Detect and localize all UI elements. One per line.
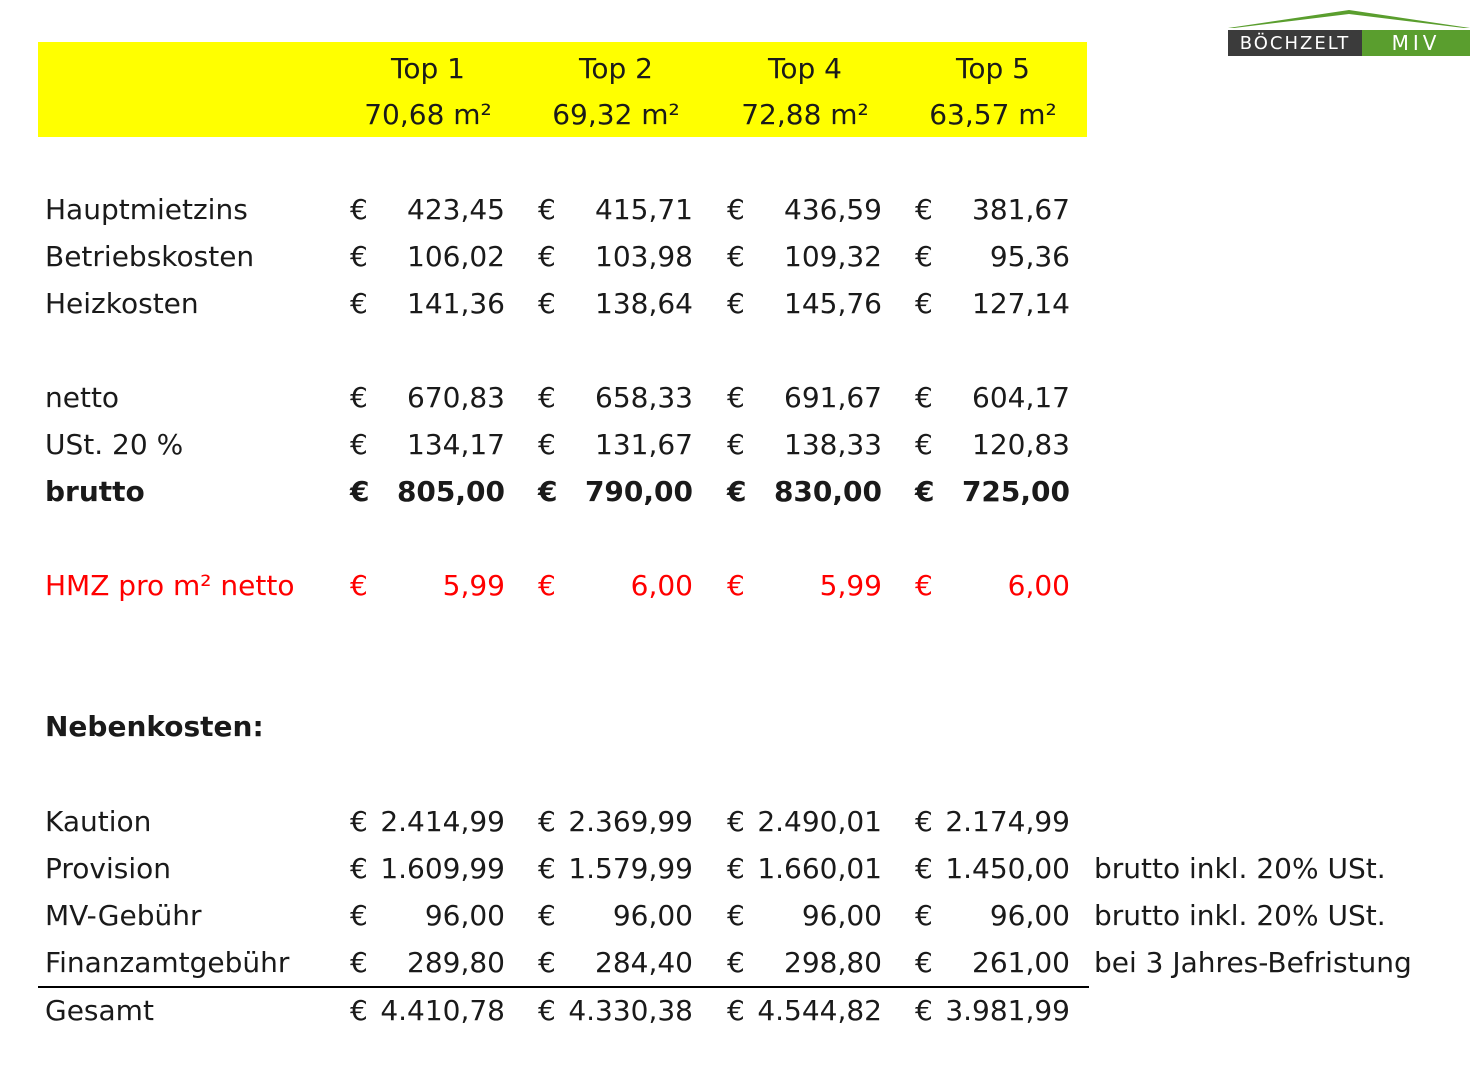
row-gesamt xyxy=(0,994,1476,1034)
currency-symbol: € xyxy=(538,805,556,838)
cell-top5: 120,83 xyxy=(972,428,1070,461)
currency-symbol: € xyxy=(727,899,745,932)
currency-symbol: € xyxy=(915,287,933,320)
cell-top4: 109,32 xyxy=(784,240,882,273)
currency-symbol: € xyxy=(915,428,933,461)
cell-top1: 423,45 xyxy=(407,193,505,226)
cell-top2: 658,33 xyxy=(595,381,693,414)
row-finanzamtgebuehr xyxy=(0,946,1476,986)
cell-top5: 95,36 xyxy=(989,240,1070,273)
currency-symbol: € xyxy=(350,428,368,461)
row-label: Kaution xyxy=(45,805,152,838)
currency-symbol: € xyxy=(538,899,556,932)
row-brutto xyxy=(0,475,1476,515)
cell-top1: 1.609,99 xyxy=(380,852,505,885)
cell-top5: 261,00 xyxy=(972,946,1070,979)
roof-icon xyxy=(1228,8,1470,28)
cell-top1: 289,80 xyxy=(407,946,505,979)
currency-symbol: € xyxy=(350,475,370,508)
currency-symbol: € xyxy=(538,994,556,1027)
cell-top1: 96,00 xyxy=(424,899,505,932)
currency-symbol: € xyxy=(538,193,556,226)
row-betriebskosten xyxy=(0,240,1476,280)
cell-top2: 138,64 xyxy=(595,287,693,320)
currency-symbol: € xyxy=(915,899,933,932)
cell-top2: 1.579,99 xyxy=(568,852,693,885)
currency-symbol: € xyxy=(538,475,558,508)
currency-symbol: € xyxy=(350,899,368,932)
currency-symbol: € xyxy=(350,852,368,885)
row-netto xyxy=(0,381,1476,421)
currency-symbol: € xyxy=(915,240,933,273)
currency-symbol: € xyxy=(727,381,745,414)
cell-top2: 6,00 xyxy=(630,569,693,602)
cell-top4: 436,59 xyxy=(784,193,882,226)
cell-top4: 5,99 xyxy=(819,569,882,602)
cell-top2: 4.330,38 xyxy=(568,994,693,1027)
cell-top2: 103,98 xyxy=(595,240,693,273)
currency-symbol: € xyxy=(727,805,745,838)
cell-top1: 134,17 xyxy=(407,428,505,461)
cell-top2: 2.369,99 xyxy=(568,805,693,838)
column-header-top1: Top 1 xyxy=(391,52,465,85)
currency-symbol: € xyxy=(915,475,935,508)
cell-top4: 4.544,82 xyxy=(757,994,882,1027)
cell-top1: 4.410,78 xyxy=(380,994,505,1027)
row-label: Provision xyxy=(45,852,172,885)
cell-top4: 1.660,01 xyxy=(757,852,882,885)
section-title-nebenkosten: Nebenkosten: xyxy=(45,710,264,743)
cell-top1: 2.414,99 xyxy=(380,805,505,838)
column-header-top4: Top 4 xyxy=(768,52,842,85)
logo-text-left: BÖCHZELT xyxy=(1228,30,1362,56)
row-label: netto xyxy=(45,381,120,414)
cell-top4: 145,76 xyxy=(784,287,882,320)
currency-symbol: € xyxy=(915,852,933,885)
currency-symbol: € xyxy=(538,946,556,979)
cell-top2: 790,00 xyxy=(584,475,693,508)
cell-top5: 96,00 xyxy=(989,899,1070,932)
currency-symbol: € xyxy=(538,569,556,602)
row-label: Gesamt xyxy=(45,994,154,1027)
company-logo xyxy=(1228,8,1470,56)
currency-symbol: € xyxy=(727,994,745,1027)
currency-symbol: € xyxy=(727,475,747,508)
row-note: brutto inkl. 20% USt. xyxy=(1094,852,1386,885)
cell-top4: 298,80 xyxy=(784,946,882,979)
column-area-top1: 70,68 m² xyxy=(364,98,492,131)
row-provision xyxy=(0,852,1476,892)
row-label: Heizkosten xyxy=(45,287,199,320)
currency-symbol: € xyxy=(727,240,745,273)
currency-symbol: € xyxy=(538,240,556,273)
currency-symbol: € xyxy=(915,946,933,979)
row-label: Hauptmietzins xyxy=(45,193,248,226)
column-area-top5: 63,57 m² xyxy=(929,98,1057,131)
logo-text-right: MIV xyxy=(1362,30,1470,56)
currency-symbol: € xyxy=(350,240,368,273)
cell-top5: 1.450,00 xyxy=(945,852,1070,885)
row-label: HMZ pro m² netto xyxy=(45,569,295,602)
row-ust xyxy=(0,428,1476,468)
currency-symbol: € xyxy=(915,381,933,414)
currency-symbol: € xyxy=(915,994,933,1027)
row-note: brutto inkl. 20% USt. xyxy=(1094,899,1386,932)
column-header-top2: Top 2 xyxy=(579,52,653,85)
column-area-top4: 72,88 m² xyxy=(741,98,869,131)
cell-top1: 5,99 xyxy=(442,569,505,602)
cell-top5: 381,67 xyxy=(972,193,1070,226)
cell-top4: 2.490,01 xyxy=(757,805,882,838)
currency-symbol: € xyxy=(350,381,368,414)
cell-top2: 131,67 xyxy=(595,428,693,461)
currency-symbol: € xyxy=(350,946,368,979)
row-note: bei 3 Jahres-Befristung xyxy=(1094,946,1412,979)
cell-top4: 691,67 xyxy=(784,381,882,414)
cell-top1: 805,00 xyxy=(396,475,505,508)
row-label: USt. 20 % xyxy=(45,428,184,461)
cell-top2: 415,71 xyxy=(595,193,693,226)
cell-top5: 725,00 xyxy=(961,475,1070,508)
currency-symbol: € xyxy=(727,946,745,979)
cell-top1: 670,83 xyxy=(407,381,505,414)
column-header-top5: Top 5 xyxy=(956,52,1030,85)
cell-top1: 106,02 xyxy=(407,240,505,273)
row-hmz-pro-m2 xyxy=(0,569,1476,609)
currency-symbol: € xyxy=(915,569,933,602)
row-mv-gebuehr xyxy=(0,899,1476,939)
cell-top5: 2.174,99 xyxy=(945,805,1070,838)
currency-symbol: € xyxy=(727,287,745,320)
row-label: brutto xyxy=(45,475,145,508)
currency-symbol: € xyxy=(727,193,745,226)
row-label: Betriebskosten xyxy=(45,240,255,273)
cell-top5: 604,17 xyxy=(972,381,1070,414)
cell-top5: 3.981,99 xyxy=(945,994,1070,1027)
cell-top5: 127,14 xyxy=(972,287,1070,320)
currency-symbol: € xyxy=(350,193,368,226)
currency-symbol: € xyxy=(538,428,556,461)
row-label: MV-Gebühr xyxy=(45,899,202,932)
currency-symbol: € xyxy=(915,805,933,838)
cell-top4: 830,00 xyxy=(773,475,882,508)
cell-top4: 138,33 xyxy=(784,428,882,461)
currency-symbol: € xyxy=(915,193,933,226)
currency-symbol: € xyxy=(538,852,556,885)
cell-top5: 6,00 xyxy=(1007,569,1070,602)
cell-top2: 284,40 xyxy=(595,946,693,979)
row-label: Finanzamtgebühr xyxy=(45,946,290,979)
row-hauptmietzins xyxy=(0,193,1476,233)
cell-top1: 141,36 xyxy=(407,287,505,320)
currency-symbol: € xyxy=(350,805,368,838)
currency-symbol: € xyxy=(727,852,745,885)
row-heizkosten xyxy=(0,287,1476,327)
column-area-top2: 69,32 m² xyxy=(552,98,680,131)
currency-symbol: € xyxy=(538,287,556,320)
currency-symbol: € xyxy=(727,569,745,602)
row-kaution xyxy=(0,805,1476,845)
currency-symbol: € xyxy=(727,428,745,461)
currency-symbol: € xyxy=(538,381,556,414)
currency-symbol: € xyxy=(350,569,368,602)
total-divider xyxy=(38,986,1089,988)
currency-symbol: € xyxy=(350,994,368,1027)
currency-symbol: € xyxy=(350,287,368,320)
cell-top2: 96,00 xyxy=(612,899,693,932)
cell-top4: 96,00 xyxy=(801,899,882,932)
